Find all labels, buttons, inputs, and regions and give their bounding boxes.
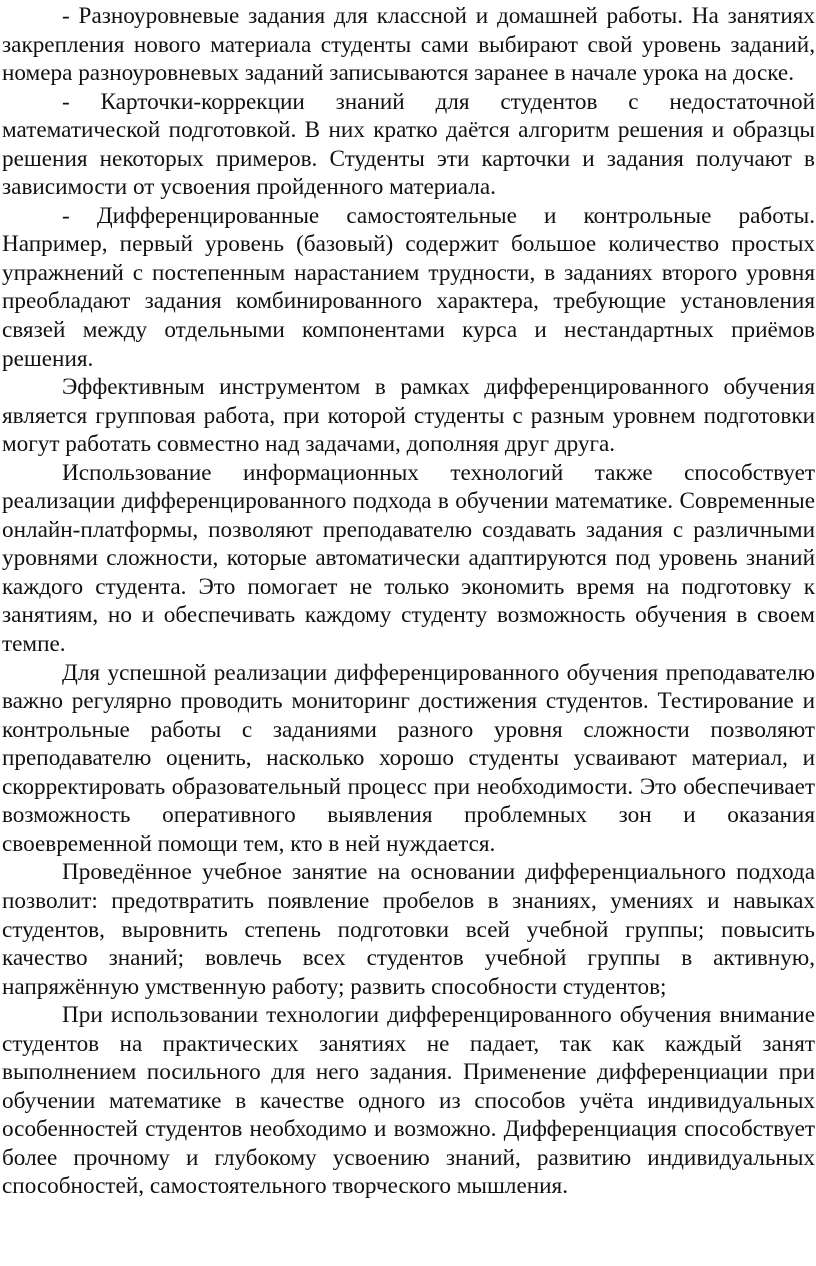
- paragraph-information-technologies: Использование информационных технологий также способствует реализации дифференцированного подхода в обучении математике. Современные онлайн-платформы, позволяют преподавателю создавать задания с различными уровнями сложности, которые автоматически адаптируются под уровень знаний каждого студента. Это помогает не только экономить время на подготовку к занятиям, но и обеспечивать каждому студенту возможность обучения в своем темпе.: [2, 459, 815, 658]
- paragraph-multilevel-tasks: - Разноуровневые задания для классной и домашней работы. На занятиях закрепления нового материала студенты сами выбирают свой уровень заданий, номера разноуровневых заданий записываются заранее в начале урока на доске.: [2, 3, 815, 87]
- paragraph-correction-cards: - Карточки-коррекции знаний для студентов с недостаточной математической подготовкой. В них кратко даётся алгоритм решения и образцы решения некоторых примеров. Студенты эти карточки и задания получают в зависимости от усвоения пройденного материала.: [2, 88, 815, 201]
- paragraph-differentiated-works: - Дифференцированные самостоятельные и контрольные работы. Например, первый уровень (базовый) содержит большое количество простых упражнений с постепенным нарастанием трудности, в заданиях второго уровня преобладают задания комбинированного характера, требующие установления связей между отдельными компонентами курса и нестандартных приёмов решения.: [2, 202, 815, 372]
- paragraph-group-work: Эффективным инструментом в рамках дифференцированного обучения является групповая работа, при которой студенты с разным уровнем подготовки могут работать совместно над задачами, дополняя друг друга.: [2, 374, 815, 458]
- paragraph-lesson-results: Проведённое учебное занятие на основании дифференциального подхода позволит: предотвратить появление пробелов в знаниях, умениях и навыках студентов, выровнить степень подготовки всей учебной группы; повысить качество знаний; вовлечь всех студентов учебной группы в активную, напряжённую умственную работу; развить способности студентов;: [2, 859, 815, 1000]
- paragraph-conclusion: При использовании технологии дифференцированного обучения внимание студентов на практических занятиях не падает, так как каждый занят выполнением посильного для него задания. Применение дифференциации при обучении математике в качестве одного из способов учёта индивидуальных особенностей студентов необходимо и возможно. Дифференциация способствует более прочному и глубокому усвоению знаний, развитию индивидуальных способностей, самостоятельного творческого мышления.: [2, 1002, 815, 1200]
- paragraph-monitoring: Для успешной реализации дифференцированного обучения преподавателю важно регулярно проводить мониторинг достижения студентов. Тестирование и контрольные работы с заданиями разного уровня сложности позволяют преподавателю оценить, насколько хорошо студенты усваивают материал, и скорректировать образовательный процесс при необходимости. Это обеспечивает возможность оперативного выявления проблемных зон и оказания своевременной помощи тем, кто в ней нуждается.: [2, 659, 815, 857]
